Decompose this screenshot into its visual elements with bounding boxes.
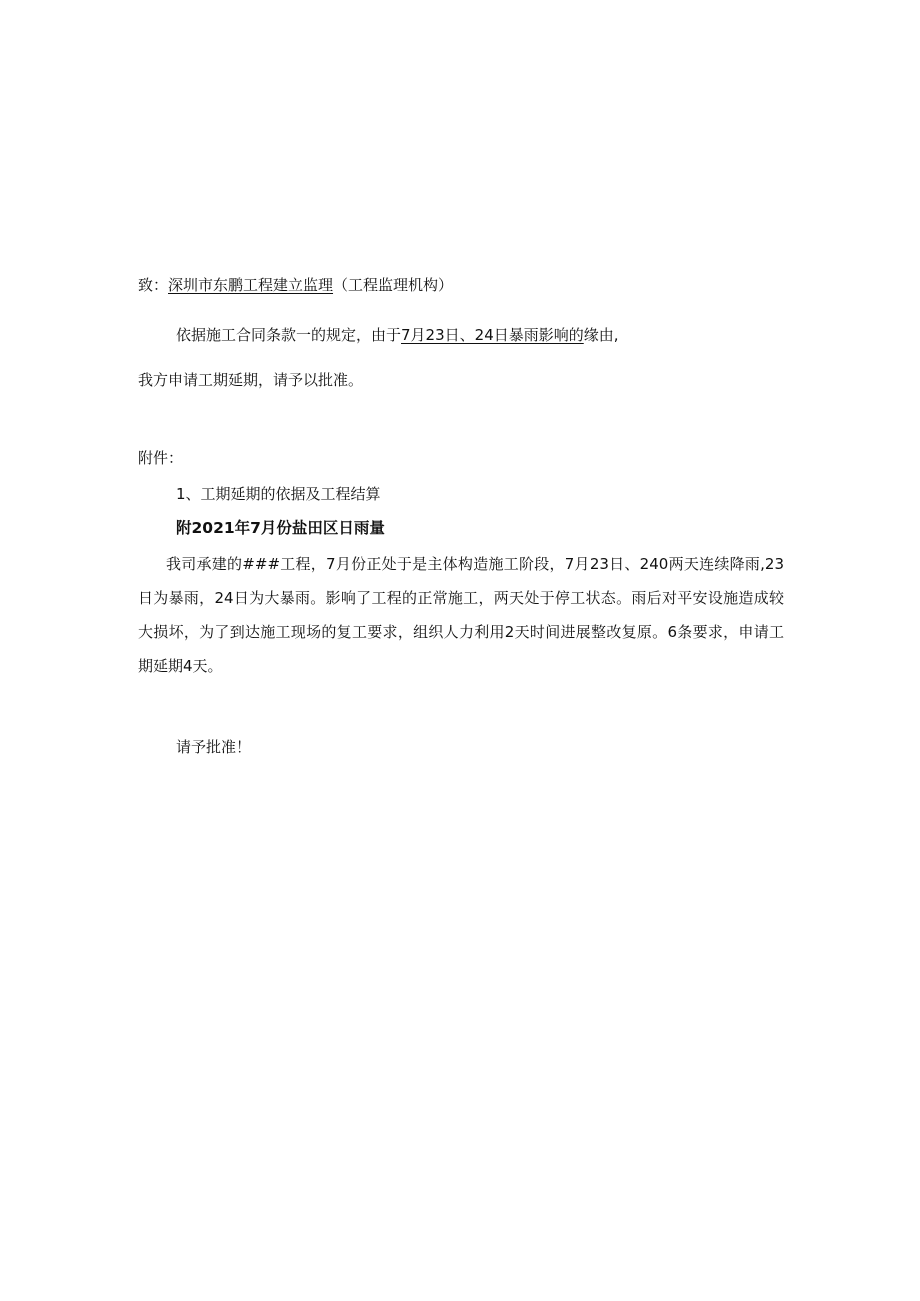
attachment-item: 1、工期延期的依据及工程结算 xyxy=(176,485,381,503)
addressee-line xyxy=(138,275,453,295)
basis-line xyxy=(176,325,619,345)
addressee-organization: 深圳市东鹏工程建立监理 xyxy=(168,276,334,294)
addressee-role: （工程监理机构） xyxy=(333,276,454,294)
addressee-prefix: 致： xyxy=(138,276,169,294)
basis-suffix: 缘由, xyxy=(583,326,619,344)
body-paragraph: 我司承建的###工程，7月份正处于是主体构造施工阶段，7月23日、240两天连续降雨,23日为暴雨，24日为大暴雨。影响了工程的正常施工，两天处于停工状态。雨后对平安设施造成较大损坏，为了到达施工现场的复工要求，组织人力利用2天时间进展整改复原。6条要求，申请工期延期4天。 xyxy=(138,555,784,675)
attachment-label: 附件： xyxy=(138,449,184,467)
attachment-title: 附2021年7月份盐田区日雨量 xyxy=(176,519,385,537)
request-line: 我方申请工期延期，请予以批准。 xyxy=(138,371,364,389)
basis-prefix: 依据施工合同条款一的规定，由于 xyxy=(176,326,402,344)
basis-reason: 7月23日、24日暴雨影响的 xyxy=(401,326,584,344)
closing-line: 请予批准！ xyxy=(176,738,252,756)
